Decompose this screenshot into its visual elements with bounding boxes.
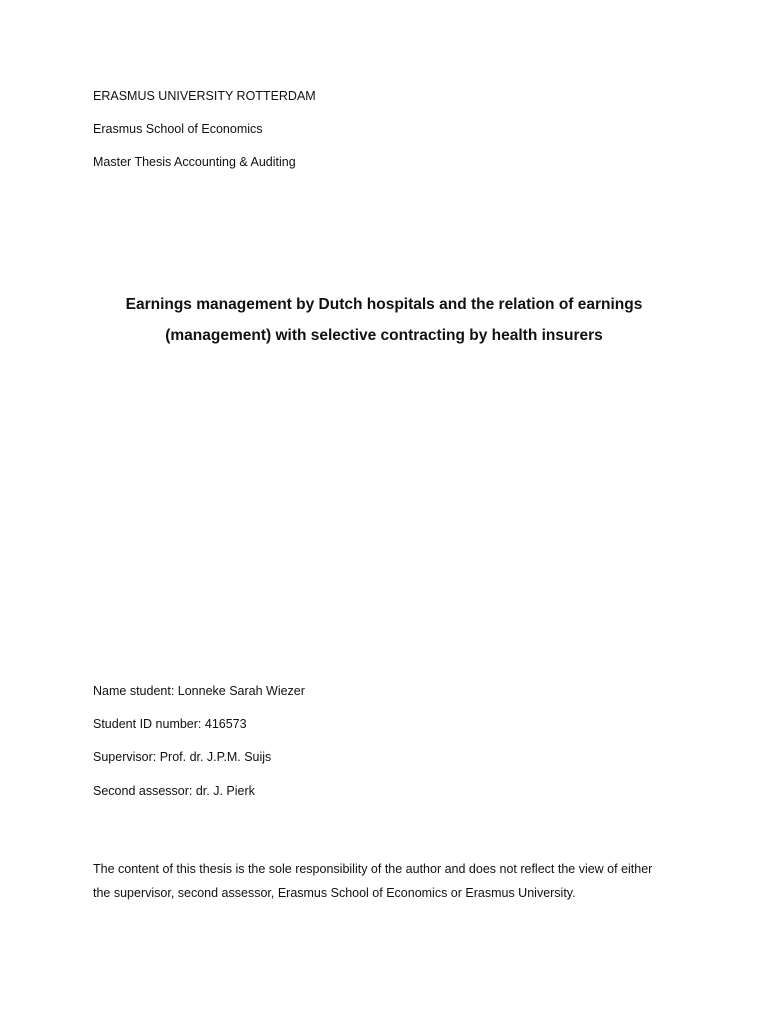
thesis-title-line-1: Earnings management by Dutch hospitals and the relation of earnings <box>125 296 643 313</box>
school-name: Erasmus School of Economics <box>93 122 263 136</box>
thesis-title-line-2: (management) with selective contracting by health insurers <box>165 327 603 344</box>
student-id: Student ID number: 416573 <box>93 717 247 731</box>
university-name: ERASMUS UNIVERSITY ROTTERDAM <box>93 89 316 103</box>
program-name: Master Thesis Accounting & Auditing <box>93 155 296 169</box>
disclaimer-line-1: The content of this thesis is the sole responsibility of the author and does not reflect the view of either <box>93 862 653 876</box>
student-name: Name student: Lonneke Sarah Wiezer <box>93 684 305 698</box>
disclaimer-line-2: the supervisor, second assessor, Erasmus School of Economics or Erasmus University. <box>93 886 576 900</box>
second-assessor: Second assessor: dr. J. Pierk <box>93 784 255 798</box>
supervisor: Supervisor: Prof. dr. J.P.M. Suijs <box>93 750 272 764</box>
thesis-title <box>84 289 684 351</box>
disclaimer <box>93 857 693 905</box>
